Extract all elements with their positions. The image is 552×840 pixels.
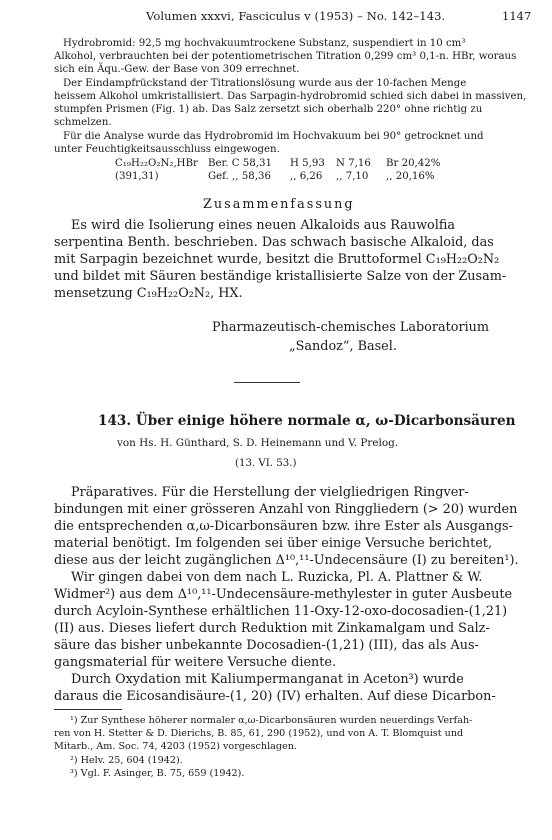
article-line-6: Wir gingen dabei von dem nach L. Ruzicka, Pl. A. Plattner & W.	[71, 570, 483, 585]
lab-affiliation: Pharmazeutisch-chemisches Laboratorium	[212, 320, 490, 335]
article-authors: von Hs. H. Günthard, S. D. Heinemann und V. Prelog.	[117, 437, 399, 449]
article-line-11: gangsmaterial für weitere Versuche diente.	[54, 655, 337, 670]
analysis-calc-c: Ber. C 58,31	[208, 158, 272, 169]
analysis-calc-n: N 7,16	[336, 158, 371, 169]
analysis-note-line-2: unter Feuchtigkeitsausschluss eingewogen.	[54, 144, 280, 155]
titration-paragraph-line-2: heissem Alkohol umkristallisiert. Das Sarpagin-hydrobromid schied sich dabei in massiven,	[54, 91, 527, 102]
summary-line-1: Es wird die Isolierung eines neuen Alkaloids aus Rauwolfia	[71, 218, 455, 233]
article-line-3: die entsprechenden α,ω-Dicarbonsäuren bzw. ihre Ester als Ausgangs-	[54, 519, 513, 534]
section-divider	[234, 382, 300, 383]
summary-line-4: und bildet mit Säuren beständige kristallisierte Salze von der Zusam-	[54, 269, 507, 284]
analysis-calc-h: H 5,93	[290, 158, 325, 169]
footnote-1-line-2: ren von H. Stetter & D. Dierichs, B. 85, 61, 290 (1952), und von A. T. Blomquist und	[54, 728, 464, 739]
running-head: Volumen xxxvi, Fasciculus v (1953) – No. 142–143.	[146, 9, 446, 23]
lab-location: „Sandoz“, Basel.	[289, 339, 397, 354]
titration-paragraph-line-4: schmelzen.	[54, 117, 112, 128]
titration-paragraph-line-3: stumpfen Prismen (Fig. 1) ab. Das Salz zersetzt sich oberhalb 220° ohne richtig zu	[54, 104, 483, 115]
article-line-13: daraus die Eicosandisäure-(1, 20) (IV) erhalten. Auf diese Dicarbon-	[54, 689, 496, 704]
footnote-1-line-1: ¹) Zur Synthese höherer normaler α,ω-Dicarbonsäuren wurden neuerdings Verfah-	[70, 715, 473, 726]
article-line-4: material benötigt. Im folgenden sei über einige Versuche berichtet,	[54, 536, 493, 551]
summary-line-3: mit Sarpagin bezeichnet wurde, besitzt die Bruttoformel C₁₉H₂₂O₂N₂	[54, 252, 500, 267]
page-number: 1147	[502, 9, 532, 23]
analysis-formula: C₁₉H₂₂O₂N₂,HBr	[115, 158, 198, 169]
hydrobromid-paragraph-line-1: Hydrobromid: 92,5 mg hochvakuumtrockene Substanz, suspendiert in 10 cm³	[63, 38, 466, 49]
analysis-note-line-1: Für die Analyse wurde das Hydrobromid im Hochvakuum bei 90° getrocknet und	[63, 131, 484, 142]
article-line-7: Widmer²) aus dem Δ¹⁰,¹¹-Undecensäure-methylester in guter Ausbeute	[54, 587, 513, 602]
footnote-rule	[54, 709, 122, 710]
analysis-found-br: ,, 20,16%	[386, 171, 435, 182]
article-line-1: Präparatives. Für die Herstellung der vielgliedrigen Ringver-	[71, 485, 469, 500]
titration-paragraph-line-1: Der Eindampfrückstand der Titrationslösung wurde aus der 10-fachen Menge	[63, 78, 467, 89]
article-line-5: diese aus der leicht zugänglichen Δ¹⁰,¹¹-Undecensäure (I) zu bereiten¹).	[54, 553, 519, 568]
article-title: 143. Über einige höhere normale α, ω-Dicarbonsäuren	[98, 413, 516, 429]
summary-line-5: mensetzung C₁₉H₂₂O₂N₂, HX.	[54, 286, 243, 301]
footnote-2: ²) Helv. 25, 604 (1942).	[70, 755, 183, 766]
article-line-10: säure das bisher unbekannte Docosadien-(1,21) (III), das als Aus-	[54, 638, 479, 653]
summary-heading: Zusammenfassung	[203, 197, 355, 212]
article-line-8: durch Acyloin-Synthese erhältlichen 11-Oxy-12-oxo-docosadien-(1,21)	[54, 604, 508, 619]
hydrobromid-paragraph-line-2: Alkohol, verbrauchten bei der potentiometrischen Titration 0,299 cm³ 0,1-n. HBr, woraus	[54, 51, 517, 62]
summary-line-2: serpentina Benth. beschrieben. Das schwach basische Alkaloid, das	[54, 235, 494, 250]
analysis-found-n: ,, 7,10	[336, 171, 369, 182]
article-line-9: (II) aus. Dieses liefert durch Reduktion mit Zinkamalgam und Salz-	[54, 621, 490, 636]
analysis-mol-weight: (391,31)	[115, 171, 159, 182]
hydrobromid-paragraph-line-3: sich ein Äqu.-Gew. der Base von 309 errechnet.	[54, 64, 300, 75]
analysis-found-c: Gef. ,, 58,36	[208, 171, 271, 182]
analysis-found-h: ,, 6,26	[290, 171, 323, 182]
article-date: (13. VI. 53.)	[235, 458, 297, 469]
article-line-2: bindungen mit einer grösseren Anzahl von Ringgliedern (> 20) wurden	[54, 502, 518, 517]
analysis-calc-br: Br 20,42%	[386, 158, 441, 169]
footnote-1-line-3: Mitarb., Am. Soc. 74, 4203 (1952) vorgeschlagen.	[54, 741, 297, 752]
footnote-3: ³) Vgl. F. Asinger, B. 75, 659 (1942).	[70, 768, 245, 779]
article-line-12: Durch Oxydation mit Kaliumpermanganat in Aceton³) wurde	[71, 672, 464, 687]
